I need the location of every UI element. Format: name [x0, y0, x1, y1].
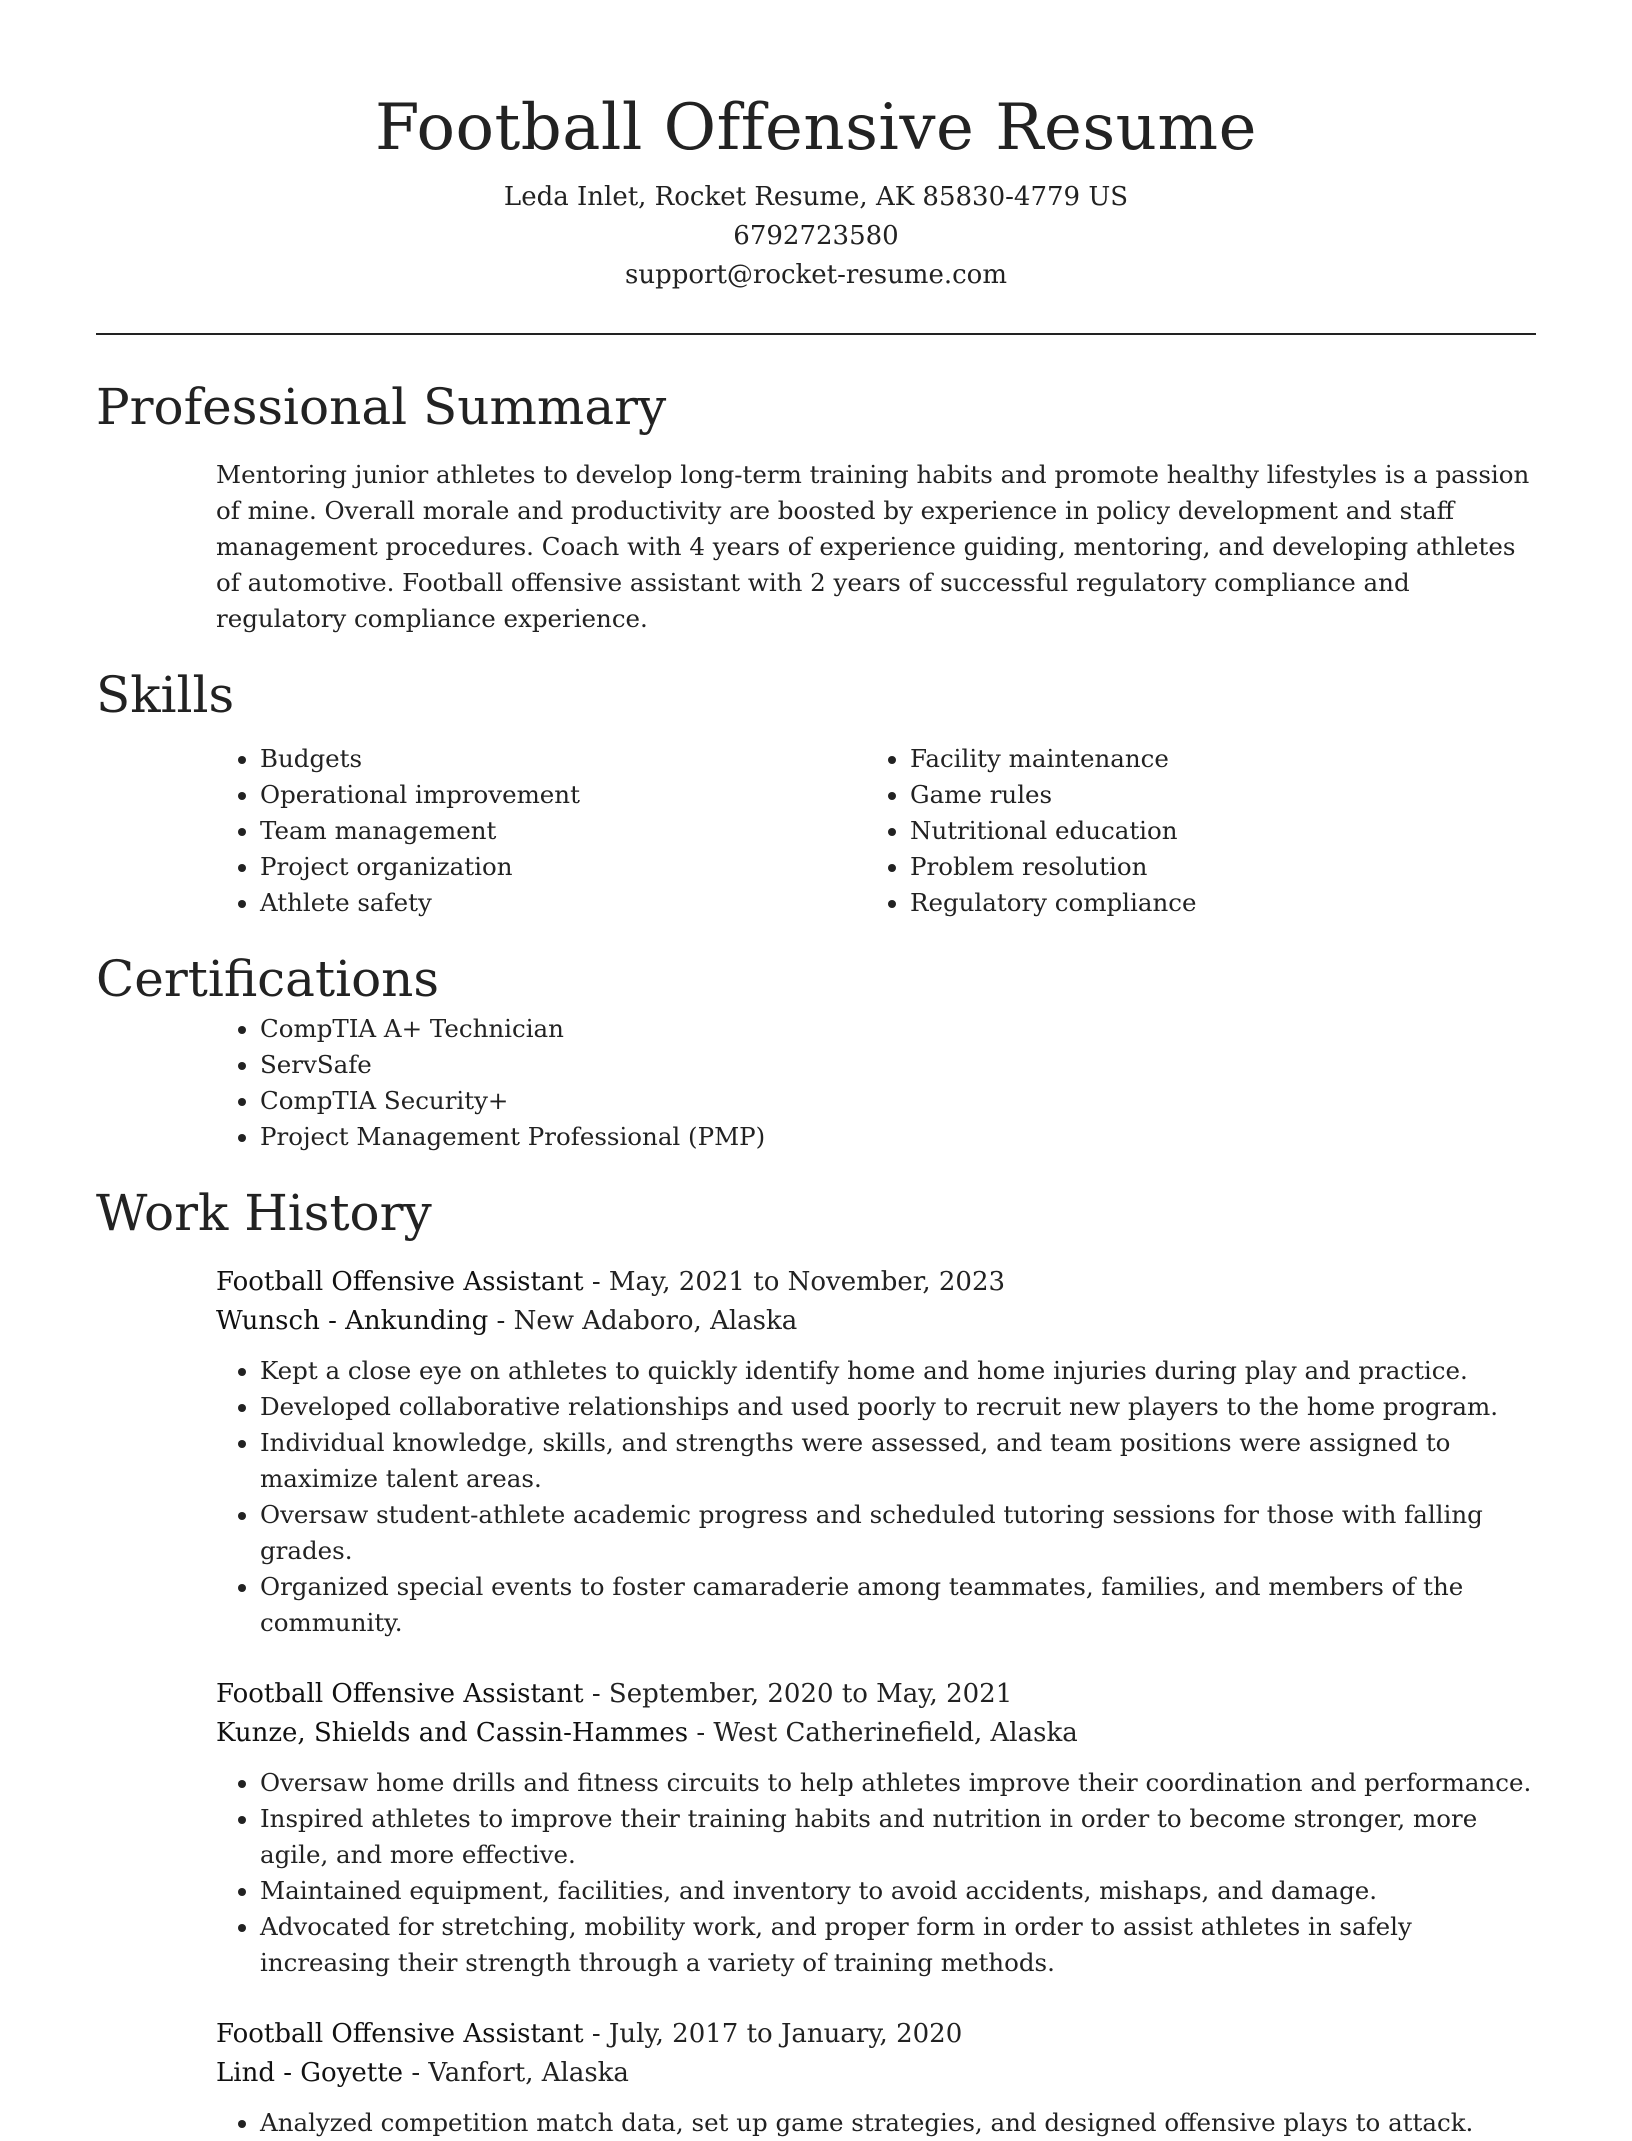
job-title: Football Offensive Assistant: [216, 1679, 584, 1709]
job-entry: [216, 1675, 1536, 1981]
job-bullet: • Advocated for stretching, mobility work, and proper form in order to assist athletes in safely increasing their strength through a variety of training methods.: [260, 1909, 1536, 1981]
skill-item: • Nutritional education: [910, 813, 1516, 849]
job-bullet: • Developed collaborative relationships and used poorly to recruit new players to the home program.: [260, 1389, 1536, 1425]
certifications-heading: Certifications: [96, 950, 440, 1008]
certification-item: • CompTIA Security+: [260, 1083, 1536, 1119]
job-company: Lind - Goyette: [216, 2058, 404, 2088]
separator: -: [583, 1679, 609, 1709]
job-title: Football Offensive Assistant: [216, 1267, 584, 1297]
job-location: West Catherinefield, Alaska: [713, 1718, 1078, 1748]
job-dates: May, 2021 to November, 2023: [608, 1267, 1006, 1297]
job-bullet: • Kept a close eye on athletes to quickly identify home and home injuries during play and practice.: [260, 1353, 1536, 1389]
resume-page: [96, 0, 1536, 2141]
skills-list-left: [216, 741, 866, 921]
job-title-line: [216, 2015, 1536, 2054]
skill-item: • Game rules: [910, 777, 1516, 813]
skill-item: • Problem resolution: [910, 849, 1516, 885]
address: Leda Inlet, Rocket Resume, AK 85830-4779 US: [503, 182, 1129, 212]
job-company-line: [216, 2054, 1536, 2093]
phone: 6792723580: [733, 221, 899, 251]
work-history-section: [96, 1181, 1536, 2141]
separator: -: [403, 2058, 429, 2088]
summary-text: Mentoring junior athletes to develop long-term training habits and promote healthy lifestyles is a passion of mine. Overall morale and productivity are boosted by experience in policy development and staff management procedures. Coach with 4 years of experience guiding, mentoring, and developing athletes of automotive. Football offensive assistant with 2 years of successful regulatory compliance and regulatory compliance experience.: [216, 460, 1530, 633]
certification-item: • ServSafe: [260, 1047, 1536, 1083]
job-company: Kunze, Shields and Cassin-Hammes: [216, 1718, 689, 1748]
skills-section: [96, 663, 1536, 921]
job-company-line: [216, 1302, 1536, 1341]
summary-section: [96, 375, 1536, 637]
certifications-section: [96, 947, 1536, 1155]
skill-item: • Project organization: [260, 849, 866, 885]
job-location: Vanfort, Alaska: [428, 2058, 629, 2088]
skills-heading: Skills: [96, 666, 235, 724]
work-history-heading: Work History: [96, 1184, 432, 1242]
candidate-name: Football Offensive Resume: [375, 91, 1257, 165]
separator: -: [583, 2019, 609, 2049]
certification-item: • CompTIA A+ Technician: [260, 1011, 1536, 1047]
skill-item: • Operational improvement: [260, 777, 866, 813]
job-location: New Adaboro, Alaska: [513, 1306, 798, 1336]
skills-list-right: [866, 741, 1516, 921]
job-bullet: • Oversaw student-athlete academic progress and scheduled tutoring sessions for those with falling grades.: [260, 1497, 1536, 1569]
email: support@rocket-resume.com: [624, 260, 1007, 290]
job-bullets: [216, 1353, 1536, 1641]
job-bullets: [216, 1765, 1536, 1981]
header-divider: [96, 333, 1536, 335]
certification-item: • Project Management Professional (PMP): [260, 1119, 1536, 1155]
job-dates: July, 2017 to January, 2020: [608, 2019, 963, 2049]
skill-item: • Regulatory compliance: [910, 885, 1516, 921]
job-bullet: • Organized special events to foster camaraderie among teammates, families, and members of the community.: [260, 1569, 1536, 1641]
job-bullet: • Oversaw home drills and fitness circuits to help athletes improve their coordination and performance.: [260, 1765, 1536, 1801]
skill-item: • Budgets: [260, 741, 866, 777]
job-dates: September, 2020 to May, 2021: [608, 1679, 1013, 1709]
separator: -: [688, 1718, 714, 1748]
job-bullet: • Maintained equipment, facilities, and inventory to avoid accidents, mishaps, and damage.: [260, 1873, 1536, 1909]
job-entry: [216, 1263, 1536, 1641]
skills-grid: [216, 741, 1536, 921]
job-company-line: [216, 1714, 1536, 1753]
job-bullet: • Individual knowledge, skills, and strengths were assessed, and team positions were assigned to maximize talent areas.: [260, 1425, 1536, 1497]
skill-item: • Team management: [260, 813, 866, 849]
separator: -: [583, 1267, 609, 1297]
contact-info: [96, 178, 1536, 295]
certifications-list: [216, 1011, 1536, 1155]
job-bullet: • Analyzed competition match data, set up game strategies, and designed offensive plays to attack.: [260, 2105, 1536, 2141]
job-bullet: • Inspired athletes to improve their training habits and nutrition in order to become stronger, more agile, and more effective.: [260, 1801, 1536, 1873]
job-bullets: [216, 2105, 1536, 2141]
resume-header: [96, 0, 1536, 335]
job-entry: [216, 2015, 1536, 2141]
skill-item: • Athlete safety: [260, 885, 866, 921]
job-title-line: [216, 1675, 1536, 1714]
separator: -: [488, 1306, 514, 1336]
summary-heading: Professional Summary: [96, 378, 667, 436]
skill-item: • Facility maintenance: [910, 741, 1516, 777]
job-title-line: [216, 1263, 1536, 1302]
job-title: Football Offensive Assistant: [216, 2019, 584, 2049]
job-company: Wunsch - Ankunding: [216, 1306, 489, 1336]
